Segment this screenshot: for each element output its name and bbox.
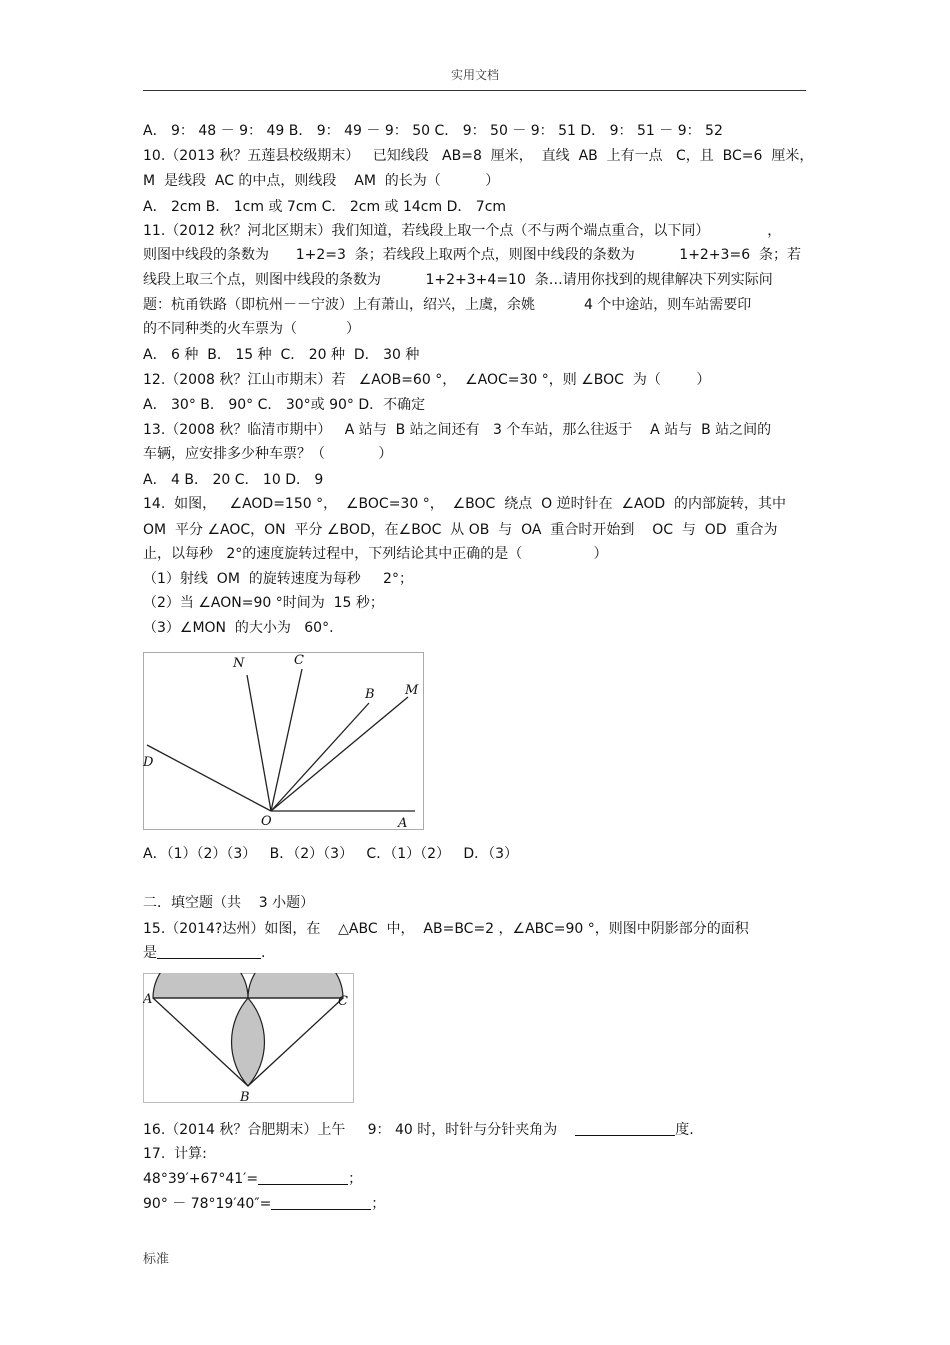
figure1-frame xyxy=(144,653,424,830)
q17-calc-2 xyxy=(143,1195,385,1213)
q16-text xyxy=(143,1121,694,1139)
q14-claim-2: （2）当 ∠AON=90 °时间为 15 秒； xyxy=(143,595,384,611)
label-b: B xyxy=(240,1090,250,1103)
label-b: B xyxy=(365,687,375,702)
q14-text-2: OM 平分 ∠AOC，ON 平分 ∠BOD，在∠BOC 从 OB 与 OA 重合时开始到 OC 与 OD 重合为 xyxy=(143,522,778,538)
q16-suffix: 度. xyxy=(675,1122,694,1138)
shaded-triangle-figure xyxy=(143,973,354,1103)
shaded-semicircle-bc xyxy=(248,973,343,998)
q14-text-1: 14. 如图， ∠AOD=150 °， ∠BOC=30 °， ∠BOC 绕点 O 逆时针在 ∠AOD 的内部旋转，其中 xyxy=(143,496,787,512)
q14-claim-1: （1）射线 OM 的旋转速度为每秒 2°； xyxy=(143,571,413,587)
q15-text-1: 15.（2014?达州）如图，在 △ABC 中， AB=BC=2 ，∠ABC=90 °，则图中阴影部分的面积 xyxy=(143,921,749,937)
label-m: M xyxy=(405,683,419,698)
label-a: A xyxy=(398,816,408,830)
q17-answer-blank-2[interactable] xyxy=(271,1195,371,1210)
q13-text-2: 车辆，应安排多少种车票？（ ） xyxy=(143,446,393,462)
label-c: C xyxy=(294,653,304,668)
q15-prefix: 是 xyxy=(143,945,157,961)
label-n: N xyxy=(233,656,245,671)
shaded-semicircle-ab xyxy=(153,973,248,998)
label-a: A xyxy=(143,992,153,1007)
q17-semicolon-2: ； xyxy=(371,1196,386,1212)
q17-title: 17. 计算: xyxy=(143,1146,207,1162)
q15-text-2 xyxy=(143,944,265,962)
q15-answer-blank[interactable] xyxy=(157,944,261,959)
label-o: O xyxy=(261,814,272,829)
q14-options: A．（1）（2）（3） B．（2）（3） C．（1）（2） D．（3） xyxy=(143,846,519,862)
angle-rotation-figure xyxy=(143,652,424,830)
q15-suffix: . xyxy=(261,945,266,961)
q14-text-3: 止，以每秒 2°的速度旋转过程中，下列结论其中正确的是（ ） xyxy=(143,546,608,562)
q10-options: A． 2cm B． 1cm 或 7cm C． 2cm 或 14cm D． 7cm xyxy=(143,199,507,215)
page-header: 实用文档 xyxy=(450,68,499,82)
q17-expr-2: 90° － 78°19′40″= xyxy=(143,1196,272,1212)
q9-options: A． 9： 48 － 9： 49 B． 9： 49 － 9： 50 C． 9： 50 － 9： 51 D． 9： 51 － 9： 52 xyxy=(143,123,723,139)
q17-answer-blank-1[interactable] xyxy=(258,1170,348,1185)
q13-text-1: 13.（2008 秋？临清市期中） A 站与 B 站之间还有 3 个车站，那么往返于 A 站与 B 站之间的 xyxy=(143,422,772,438)
q11-text-1: 11.（2012 秋？河北区期末）我们知道，若线段上取一个点（不与两个端点重合，以下同） ， xyxy=(143,223,782,239)
q17-semicolon-1: ； xyxy=(348,1171,363,1187)
q12-options: A． 30° B． 90° C． 30°或 90° D．不确定 xyxy=(143,397,426,413)
q11-text-5: 的不同种类的火车票为（ ） xyxy=(143,321,360,337)
section-fill-in-title: 二．填空题（共 3 小题） xyxy=(143,895,315,911)
q11-text-4: 题：杭甬铁路（即杭州－－宁波）上有萧山，绍兴，上虞，余姚 4 个中途站，则车站需要印 xyxy=(143,297,752,313)
q10-text-2: M 是线段 AC 的中点，则线段 AM 的长为（ ） xyxy=(143,173,500,189)
q10-text-1: 10.（2013 秋？五莲县校级期末） 已知线段 AB=8 厘米， 直线 AB 上有一点 C，且 BC=6 厘米， xyxy=(143,148,814,164)
label-c: C xyxy=(338,994,348,1009)
page-footer: 标准 xyxy=(143,1252,170,1267)
q11-text-3: 线段上取三个点，则图中线段的条数为 1+2+3+4=10 条…请用你找到的规律解决下列实际问 xyxy=(143,272,773,288)
q11-text-2: 则图中线段的条数为 1+2=3 条；若线段上取两个点，则图中线段的条数为 1+2+3=6 条；若 xyxy=(143,247,802,263)
q17-calc-1 xyxy=(143,1170,362,1188)
header-divider xyxy=(143,90,806,91)
q11-options: A． 6 种 B． 15 种 C． 20 种 D． 30 种 xyxy=(143,347,420,363)
q16-answer-blank[interactable] xyxy=(575,1121,675,1136)
q13-options: A． 4 B． 20 C． 10 D． 9 xyxy=(143,472,324,488)
q14-claim-3: （3）∠MON 的大小为 60°. xyxy=(143,620,334,636)
q17-expr-1: 48°39′+67°41′= xyxy=(143,1171,259,1187)
q16-prefix: 16.（2014 秋？合肥期末）上午 9： 40 时，时针与分针夹角为 xyxy=(143,1122,558,1138)
q12-text: 12.（2008 秋？江山市期末）若 ∠AOB=60 °， ∠AOC=30 °，则 ∠BOC 为（ ） xyxy=(143,372,711,388)
label-d: D xyxy=(143,755,154,770)
